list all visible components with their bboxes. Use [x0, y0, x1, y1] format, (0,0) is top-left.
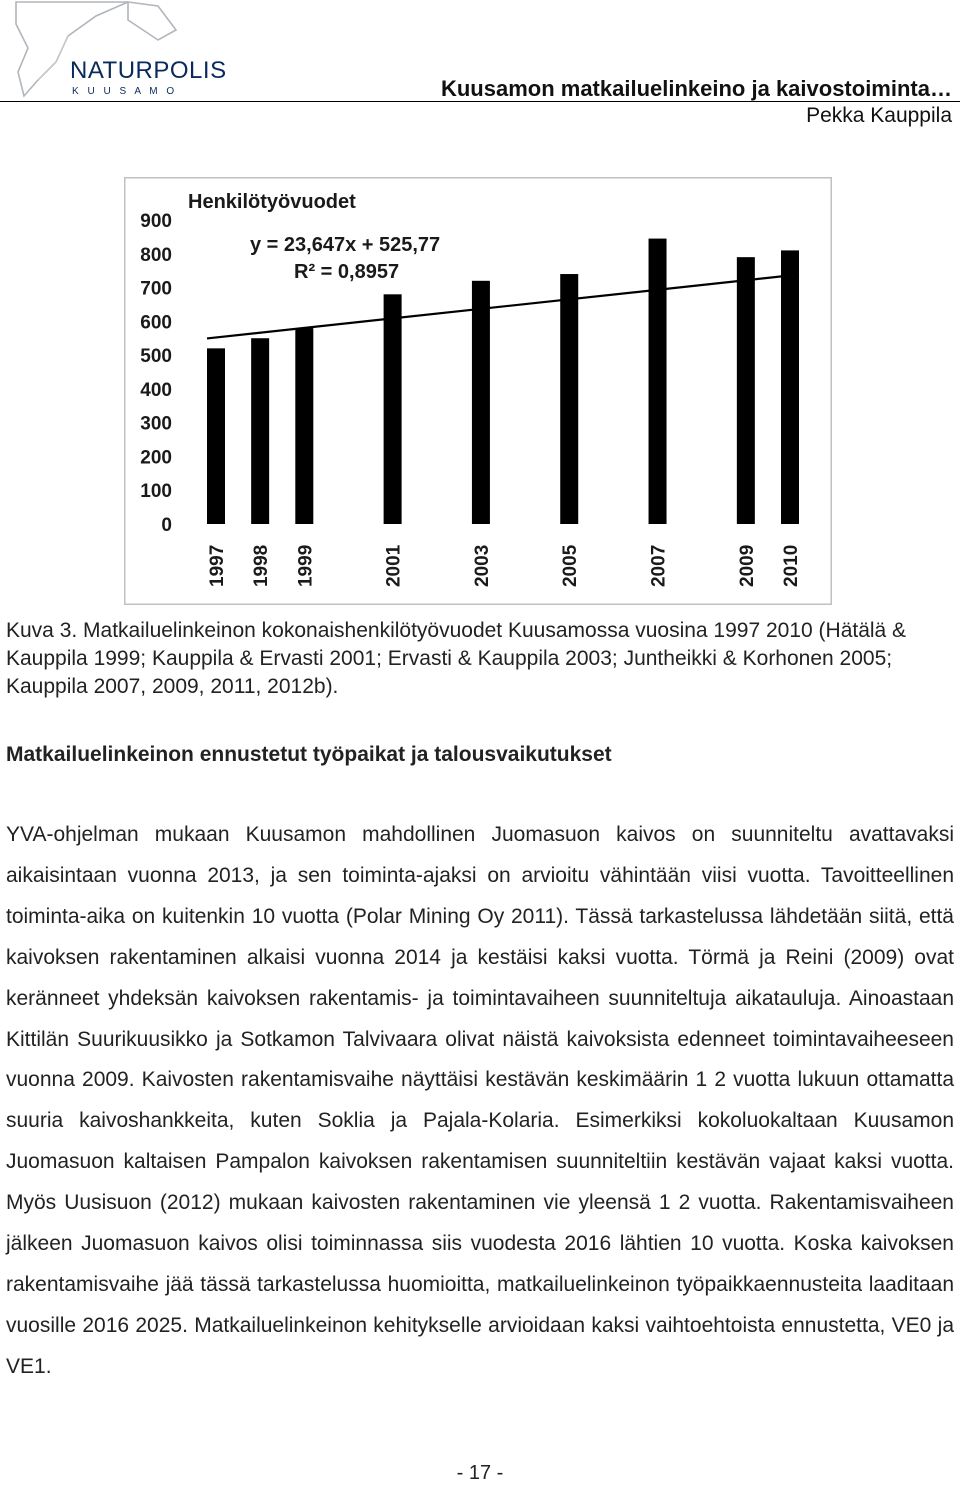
employment-bar-chart [124, 177, 832, 605]
bar-1998 [251, 338, 269, 524]
logo-subtext: K U U S A M O [72, 86, 178, 97]
bar-1999 [295, 328, 313, 524]
logo-text: NATURPOLIS [70, 57, 227, 84]
naturpolis-logo-mark [8, 0, 227, 102]
x-tick-label: 2007 [648, 544, 670, 587]
chart-title: Henkilötyövuodet [188, 191, 356, 213]
x-tick-label: 1997 [207, 544, 228, 587]
trendline-equation: y = 23,647x + 525,77 [250, 234, 441, 256]
bar-2009 [737, 257, 755, 524]
y-tick-label: 100 [140, 481, 172, 503]
x-tick-label: 2003 [471, 544, 493, 587]
bar-2007 [649, 239, 667, 524]
x-tick-label: 2005 [560, 544, 582, 587]
page-number: - 17 - [456, 1462, 504, 1484]
y-tick-label: 200 [140, 447, 172, 469]
naturpolis-logo [8, 0, 227, 102]
y-tick-label: 500 [140, 346, 172, 368]
y-tick-label: 0 [161, 515, 172, 536]
x-tick-label: 1998 [251, 544, 273, 587]
x-tick-label: 2010 [781, 544, 802, 587]
x-tick-label: 2001 [383, 544, 405, 587]
section-heading: Matkailuelinkeinon ennustetut työpaikat ja talousvaikutukset [6, 743, 612, 766]
y-tick-label: 800 [140, 244, 172, 266]
bar-2010 [781, 250, 799, 524]
y-tick-label: 300 [140, 413, 172, 435]
y-tick-label: 700 [140, 278, 172, 300]
chart-svg [124, 177, 832, 605]
header-divider [0, 101, 960, 102]
y-tick-label: 900 [140, 211, 172, 232]
x-tick-label: 2009 [736, 544, 758, 587]
bar-2005 [560, 274, 578, 524]
body-paragraph: YVA-ohjelman mukaan Kuusamon mahdollinen Juomasuon kaivos on suunniteltu avattavaksi aikaisintaan vuonna 2013, ja sen toiminta-ajaksi on arvioitu vähintään viisi vuotta. Tavoitteellinen toiminta-aika on kuitenkin 10 vuotta (Polar Mining Oy 2011). Tässä tarkastelussa lähdetään siitä, että kaivoksen rakentaminen alkaisi vuonna 2014 ja kestäisi kaksi vuotta. Törmä ja Reini (2009) ovat keränneet yhdeksän kaivoksen rakentamis- ja toimintavaiheen suunniteltuja aikatauluja. Ainoastaan Kittilän Suurikuusikko ja Sotkamon Talvivaara olivat näistä kaivoksista edenneet toimintavaiheeseen vuonna 2009. Kaivosten rakentamisvaihe näyttäisi kestävän keskimäärin 1 2 vuotta lukuun ottamatta suuria kaivoshankkeita, kuten Soklia ja Pajala-Kolaria. Esimerkiksi kokoluokaltaan Kuusamon Juomasuon kaltaisen Pampalon kaivoksen rakentamisen suunniteltiin kestävän vajaat kaksi vuotta. Myös Uusisuon (2012) mukaan kaivosten rakentaminen vie yleensä 1 2 vuotta. Rakentamisvaiheen jälkeen Juomasuon kaivos olisi toiminnassa siis vuodesta 2016 lähtien 10 vuotta. Koska kaivoksen rakentamisvaihe jää tässä tarkastelussa huomioitta, matkailuelinkeinon työpaikkaennusteita laaditaan vuosille 2016 2025. Matkailuelinkeinon kehitykselle arvioidaan kaksi vaihtoehtoista ennustetta, VE0 ja VE1. [6, 823, 954, 1378]
y-tick-label: 600 [140, 312, 172, 334]
bar-2003 [472, 281, 490, 524]
y-tick-label: 400 [140, 379, 172, 401]
r-squared-label: R² = 0,8957 [294, 261, 400, 283]
figure-caption: Kuva 3. Matkailuelinkeinon kokonaishenkilötyövuodet Kuusamossa vuosina 1997 2010 (Hätälä & Kauppila 1999; Kauppila & Ervasti 2001; Ervasti & Kauppila 2003; Juntheikki & Korhonen 2005; Kauppila 2007, 2009, 2011, 2012b). [6, 619, 907, 698]
running-header-author: Pekka Kauppila [806, 104, 952, 127]
bar-2001 [384, 294, 402, 524]
bar-1997 [207, 348, 225, 524]
x-tick-label: 1999 [295, 544, 317, 587]
running-header-title: Kuusamon matkailuelinkeino ja kaivostoiminta… [440, 76, 952, 101]
